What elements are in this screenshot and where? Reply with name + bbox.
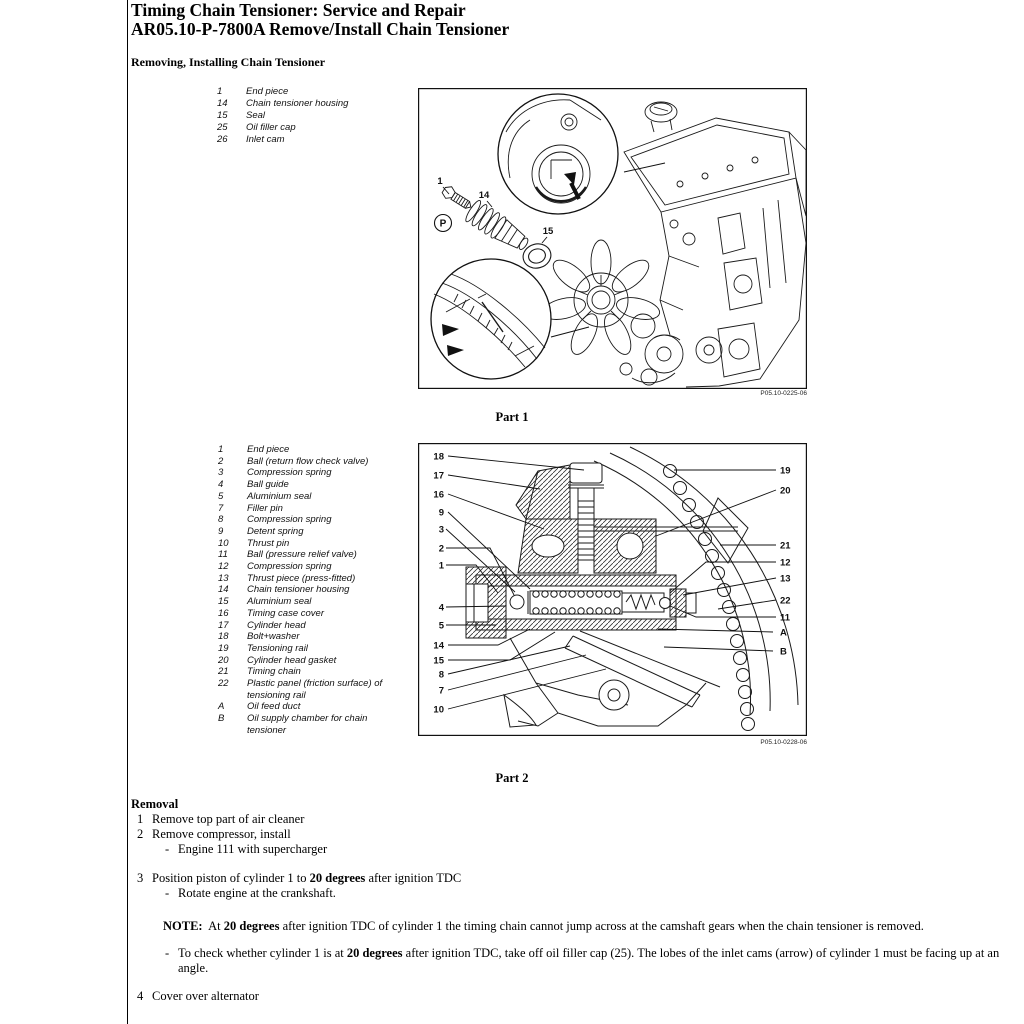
legend-label: Seal <box>246 110 266 121</box>
legend-number: 15 <box>217 110 228 121</box>
legend-row <box>218 514 401 526</box>
legend-number: 3 <box>218 467 224 479</box>
step-text: Remove compressor, install <box>152 827 291 841</box>
callout-label: 8 <box>438 669 444 681</box>
legend-row <box>218 631 401 643</box>
removal-step-1 <box>131 812 1013 827</box>
callout-label: 13 <box>780 573 791 585</box>
legend-row <box>218 503 401 515</box>
step-text: Position piston of cylinder 1 to 20 degrees after ignition TDC <box>152 871 462 885</box>
sub-text: To check whether cylinder 1 is at 20 degrees after ignition TDC, take off oil filler cap (25). The lobes of the inlet cams (arrow) of cylinder 1 must be facing up at an angle. <box>178 946 1000 975</box>
callout-label: 4 <box>438 602 444 614</box>
figure2-legend <box>218 444 401 737</box>
removal-section <box>131 797 1013 1004</box>
legend-label: Detent spring <box>247 525 304 537</box>
figure2-code: P05.10-0228-06 <box>760 739 807 746</box>
step-text: Cover over alternator <box>152 989 259 1003</box>
callout-label: 9 <box>438 507 444 519</box>
sub-dash: - <box>165 946 170 960</box>
legend-row <box>218 479 401 491</box>
section-heading: Removing, Installing Chain Tensioner <box>131 55 326 69</box>
cam-detail-callout <box>498 94 618 214</box>
legend-label: Compression spring <box>247 467 332 479</box>
part1-callout-15: 15 <box>542 226 554 237</box>
legend-label: Ball guide <box>247 479 289 491</box>
legend-number: 15 <box>218 596 229 608</box>
legend-row <box>218 444 401 456</box>
legend-label: End piece <box>247 444 290 455</box>
step-text: Remove top part of air cleaner <box>152 812 305 826</box>
legend-label: Chain tensioner housing <box>247 584 350 596</box>
legend-row <box>218 549 401 561</box>
legend-label: Oil supply chamber for chain tensioner <box>247 713 368 736</box>
legend-number: 7 <box>218 502 224 514</box>
callout-label: 22 <box>780 595 791 607</box>
legend-number: 2 <box>218 455 224 467</box>
legend-label: Oil filler cap <box>246 122 296 133</box>
callout-label: 21 <box>780 540 791 552</box>
legend-row <box>218 467 401 479</box>
sub-dash: - <box>165 886 170 900</box>
legend-label: Cylinder head gasket <box>247 654 337 666</box>
figure1-part1-diagram <box>418 88 807 389</box>
legend-label: Tensioning rail <box>247 642 308 654</box>
legend-row <box>218 608 401 620</box>
legend-row <box>218 713 401 736</box>
figure2-part2-diagram <box>418 443 807 736</box>
legend-label: Timing case cover <box>247 607 324 619</box>
callout-label: 10 <box>433 704 444 716</box>
legend-number: 16 <box>218 607 229 619</box>
callout-label: B <box>780 646 787 658</box>
legend-number: 20 <box>218 654 229 666</box>
crank-scale-callout <box>431 259 551 379</box>
step-number: 4 <box>137 989 144 1003</box>
legend-label: Inlet cam <box>246 134 285 145</box>
callout-label: 16 <box>433 489 444 501</box>
legend-label: Ball (pressure relief valve) <box>247 549 357 561</box>
title-line-1: Timing Chain Tensioner: Service and Repair <box>131 0 466 20</box>
callout-label: 19 <box>780 465 791 477</box>
removal-step-3-sub <box>165 886 1013 901</box>
legend-label: End piece <box>246 86 289 97</box>
legend-number: 25 <box>217 122 228 133</box>
removal-step-3 <box>131 871 1013 886</box>
callout-label: 7 <box>438 685 444 697</box>
legend-row <box>217 134 400 146</box>
callout-label: 18 <box>433 451 444 463</box>
engine-diagram <box>418 88 807 389</box>
legend-label: Oil feed duct <box>247 701 301 713</box>
legend-row <box>218 678 401 701</box>
callout-label: 2 <box>438 543 444 555</box>
part1-callout-1: 1 <box>437 176 443 187</box>
legend-label: Compression spring <box>247 514 332 526</box>
callout-label: A <box>780 627 787 639</box>
legend-label: Timing chain <box>247 666 301 678</box>
legend-number: B <box>218 713 225 725</box>
callout-label: 14 <box>433 640 444 652</box>
callout-label: 15 <box>433 655 444 667</box>
legend-row <box>217 110 400 122</box>
tensioner-cross-section <box>418 443 807 736</box>
legend-number: 10 <box>218 537 229 549</box>
legend-label: Aluminium seal <box>247 490 312 502</box>
legend-number: 22 <box>218 678 229 690</box>
legend-label: Ball (return flow check valve) <box>247 455 369 467</box>
removal-step-4 <box>131 989 1013 1004</box>
removal-step-2 <box>131 827 1013 842</box>
figure1-legend <box>217 86 400 146</box>
legend-row <box>218 526 401 538</box>
callout-label: 12 <box>780 557 791 569</box>
callout-label: 3 <box>438 524 444 536</box>
removal-check-sub <box>165 946 1013 976</box>
legend-label: Thrust pin <box>247 537 290 549</box>
legend-row <box>218 538 401 550</box>
step-number: 3 <box>137 871 144 885</box>
legend-row <box>218 596 401 608</box>
legend-number: 17 <box>218 619 229 631</box>
left-border-line <box>127 0 128 1024</box>
legend-number: 12 <box>218 561 229 573</box>
p-symbol: P <box>439 218 447 230</box>
legend-number: 18 <box>218 631 229 643</box>
legend-label: Filler pin <box>247 502 283 514</box>
legend-label: Aluminium seal <box>247 596 312 608</box>
legend-row <box>218 643 401 655</box>
step-number: 2 <box>137 827 144 841</box>
legend-number: 11 <box>218 549 228 561</box>
callout-label: 11 <box>780 612 791 624</box>
sub-text: Rotate engine at the crankshaft. <box>178 886 336 900</box>
removal-step-2-sub <box>165 842 1013 857</box>
legend-number: 14 <box>218 584 229 596</box>
figure1-code: P05.10-0225-06 <box>760 390 807 397</box>
step-number: 1 <box>137 812 144 826</box>
legend-label: Cylinder head <box>247 619 306 631</box>
legend-number: 26 <box>217 134 228 145</box>
figure1-caption: Part 1 <box>495 410 529 424</box>
legend-row <box>217 122 400 134</box>
legend-number: 21 <box>218 666 229 678</box>
figure2-caption: Part 2 <box>495 771 529 785</box>
legend-row <box>218 620 401 632</box>
legend-row <box>218 561 401 573</box>
callout-label: 20 <box>780 485 791 497</box>
legend-number: 5 <box>218 490 224 502</box>
legend-number: 14 <box>217 98 228 109</box>
legend-label: Chain tensioner housing <box>246 98 349 109</box>
page-title <box>131 1 509 39</box>
callout-label: 1 <box>438 560 444 572</box>
legend-number: 19 <box>218 642 229 654</box>
legend-row <box>218 456 401 468</box>
sub-dash: - <box>165 842 170 856</box>
legend-label: Bolt+washer <box>247 631 300 643</box>
legend-number: A <box>218 701 225 713</box>
legend-number: 8 <box>218 514 224 526</box>
removal-note: NOTE: At 20 degrees after ignition TDC of cylinder 1 the timing chain cannot jump across at the camshaft gears when the chain tensioner is removed. <box>163 919 924 933</box>
legend-number: 1 <box>217 86 223 97</box>
legend-label: Plastic panel (friction surface) of tensioning rail <box>247 678 383 701</box>
legend-number: 4 <box>218 479 224 491</box>
legend-row <box>217 98 400 110</box>
legend-row <box>218 655 401 667</box>
legend-row <box>218 666 401 678</box>
legend-row <box>218 701 401 713</box>
legend-number: 1 <box>218 444 224 455</box>
legend-label: Thrust piece (press-fitted) <box>247 572 356 584</box>
removal-heading: Removal <box>131 797 179 811</box>
sub-text: Engine 111 with supercharger <box>178 842 328 856</box>
legend-row <box>218 573 401 585</box>
legend-row <box>217 86 400 98</box>
part1-callout-14: 14 <box>478 190 490 201</box>
callout-label: 17 <box>433 470 444 482</box>
legend-row <box>218 491 401 503</box>
callout-label: 5 <box>438 620 444 632</box>
legend-row <box>218 584 401 596</box>
legend-number: 13 <box>218 572 229 584</box>
title-line-2: AR05.10-P-7800A Remove/Install Chain Tensioner <box>131 19 510 39</box>
legend-number: 9 <box>218 525 224 537</box>
legend-label: Compression spring <box>247 561 332 573</box>
